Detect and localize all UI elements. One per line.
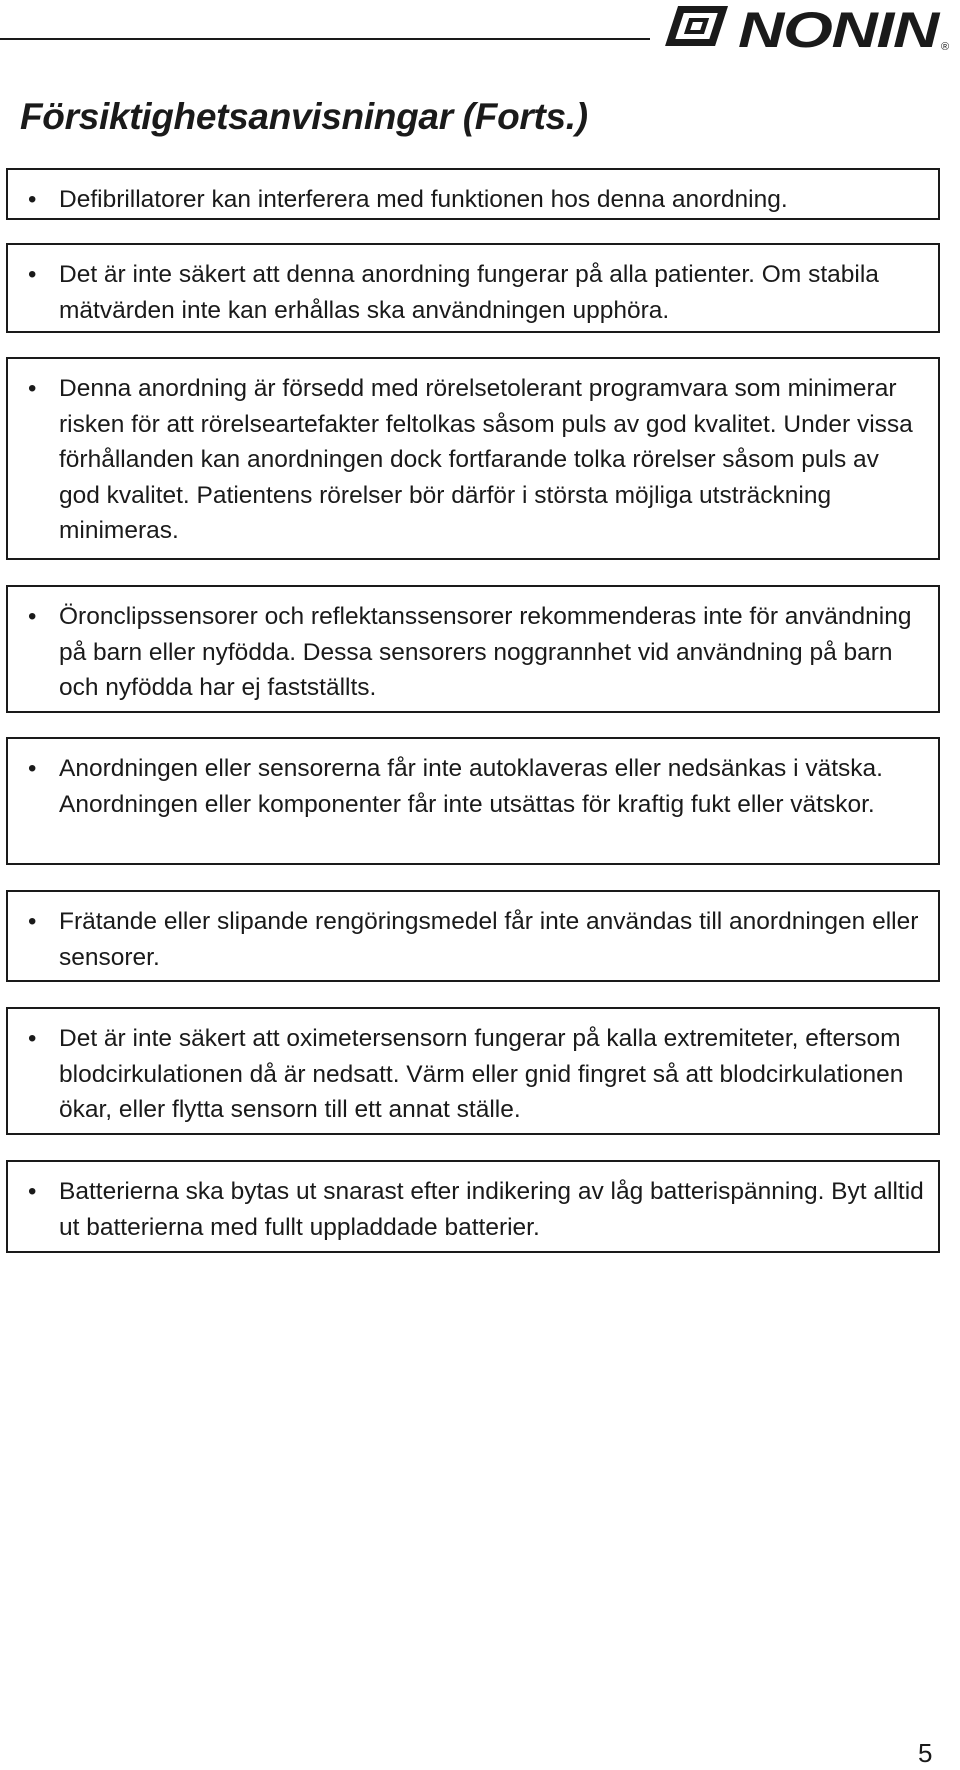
page-number: 5: [918, 1738, 933, 1768]
notice-text: Defibrillatorer kan interferera med funktionen hos denna anordning.: [59, 186, 788, 213]
notice-text: Denna anordning är försedd med rörelsetolerant programvara som minimerar risken för att rörelseartefakter feltolkas såsom puls av god kvalitet. Under vissa förhållanden kan anordningen dock fortfarande tolka rörelser såsom puls av god kvalitet. Patientens rörelser bör därför i största möjliga utsträckning minimeras.: [59, 375, 913, 544]
bullet: •: [28, 908, 37, 935]
notice-box: [6, 1007, 940, 1135]
notice-text: Frätande eller slipande rengöringsmedel får inte användas till anordningen eller sensorer.: [59, 908, 919, 971]
notice-box: [6, 737, 940, 865]
bullet: •: [28, 603, 37, 630]
bullet: •: [28, 261, 37, 288]
bullet: •: [28, 1178, 37, 1205]
registered-mark: ®: [941, 41, 950, 53]
notice-box: [6, 243, 940, 333]
bullet: •: [28, 1025, 37, 1052]
notice-box: [6, 357, 940, 560]
notice-box: [6, 890, 940, 982]
notice-text: Det är inte säkert att denna anordning fungerar på alla patienter. Om stabila mätvärden inte kan erhållas ska användningen upphöra.: [59, 261, 879, 324]
header-rule: [0, 38, 650, 40]
notice-text: Anordningen eller sensorerna får inte autoklaveras eller nedsänkas i vätska. Anordningen eller komponenter får inte utsättas för kraftig fukt eller vätskor.: [59, 755, 883, 818]
bullet: •: [28, 375, 37, 402]
bullet: •: [28, 755, 37, 782]
notice-box: [6, 1160, 940, 1253]
notice-box: [6, 585, 940, 713]
notice-text: Det är inte säkert att oximetersensorn fungerar på kalla extremiteter, eftersom blodcirkulationen då är nedsatt. Värm eller gnid fingret så att blodcirkulationen ökar, eller flytta sensorn till ett annat ställe.: [59, 1025, 904, 1123]
page-title: Försiktighetsanvisningar (Forts.): [20, 96, 588, 137]
notice-box: [6, 168, 940, 220]
bullet: •: [28, 186, 37, 213]
nonin-logo: [654, 0, 954, 58]
notice-text: Batterierna ska bytas ut snarast efter indikering av låg batterispänning. Byt alltid ut batterierna med fullt uppladdade batterier.: [59, 1178, 924, 1241]
notice-text: Öronclipssensorer och reflektanssensorer rekommenderas inte för användning på barn eller nyfödda. Dessa sensorers noggrannhet vid användning på barn och nyfödda har ej fastställts.: [59, 603, 912, 701]
logo-text: NONIN: [738, 2, 941, 58]
